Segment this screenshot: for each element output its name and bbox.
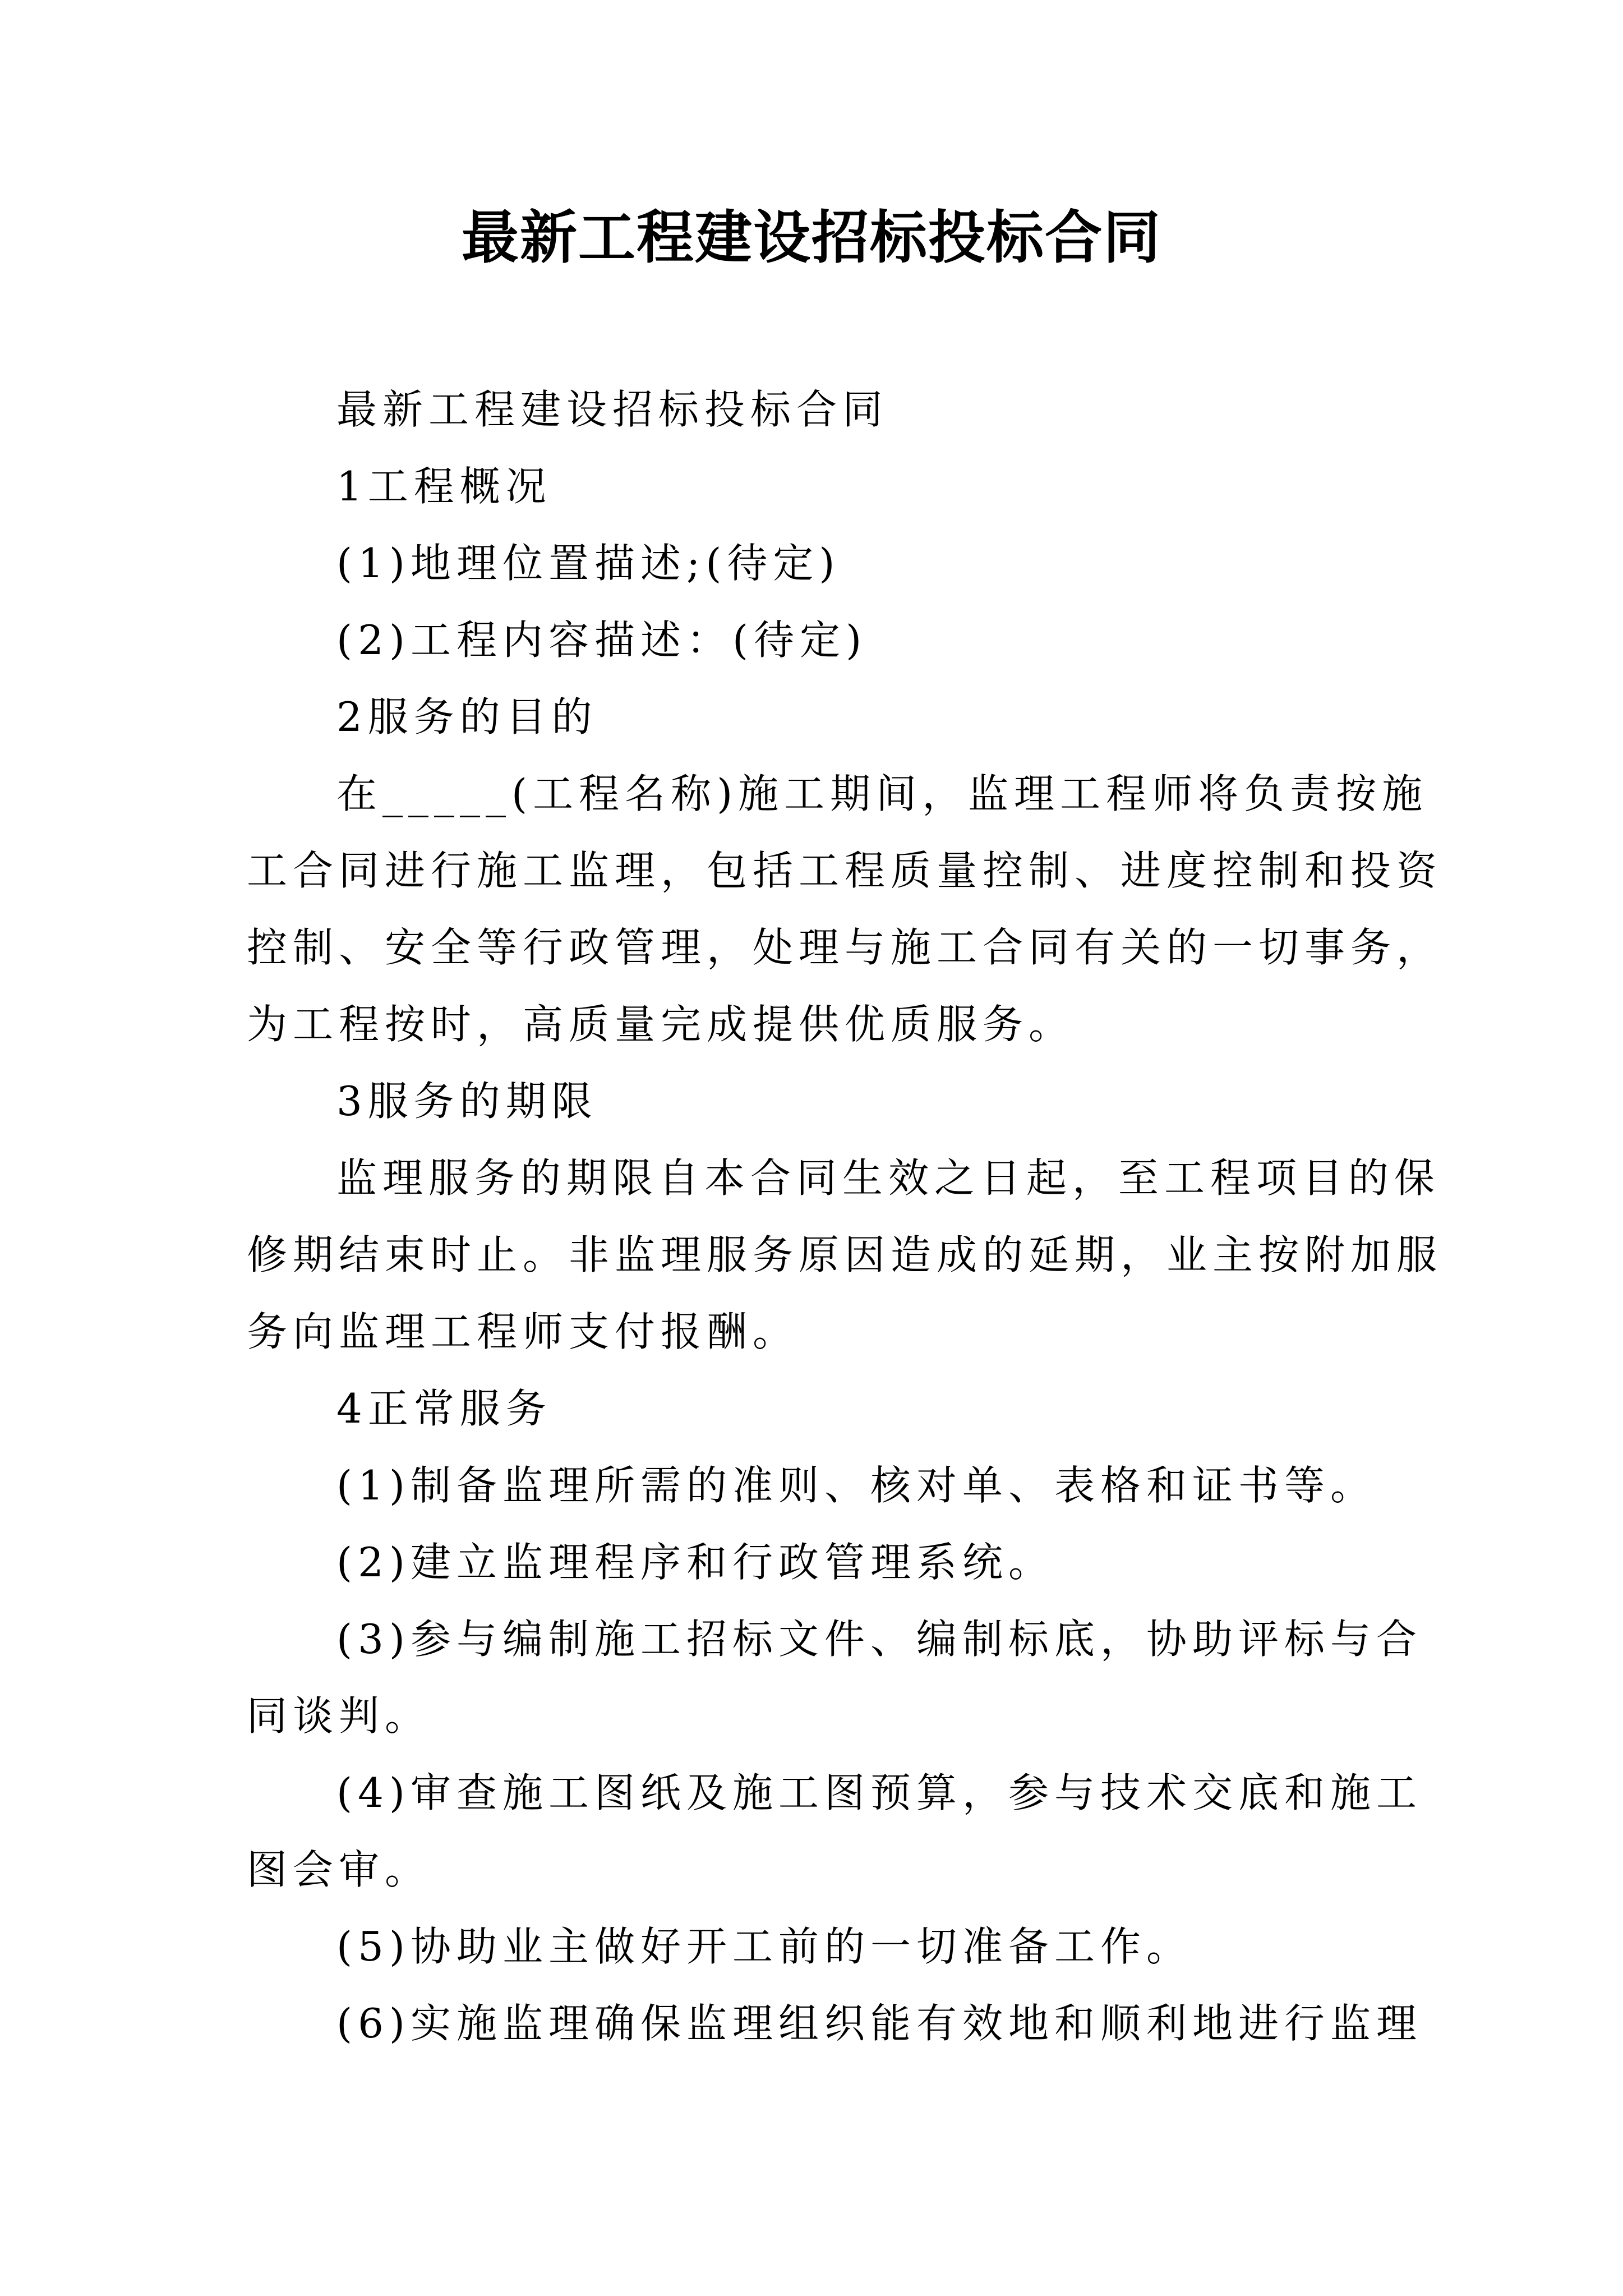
section-4-item-4: (4)审查施工图纸及施工图预算，参与技术交底和施工	[336, 1769, 1422, 1816]
section-2-paragraph-line: 为工程按时，高质量完成提供优质服务。	[247, 1001, 1075, 1048]
section-3-paragraph: 监理服务的期限自本合同生效之日起，至工程项目的保	[336, 1154, 1441, 1202]
section-4-item-2: (2)建立监理程序和行政管理系统。	[336, 1539, 1054, 1586]
section-2-paragraph-line: 控制、安全等行政管理，处理与施工合同有关的一切事务，	[247, 924, 1443, 971]
section-4-item-3-cont: 同谈判。	[247, 1692, 431, 1740]
section-4-item-1: (1)制备监理所需的准则、核对单、表格和证书等。	[336, 1462, 1376, 1509]
doc-heading-repeat: 最新工程建设招标投标合同	[336, 386, 889, 433]
section-3-heading: 3服务的期限	[336, 1078, 598, 1125]
section-3-paragraph-line: 修期结束时止。非监理服务原因造成的延期，业主按附加服	[247, 1231, 1443, 1278]
section-4-item-5: (5)协助业主做好开工前的一切准备工作。	[336, 1923, 1192, 1970]
section-4-item-4-cont: 图会审。	[247, 1846, 431, 1893]
section-1-item-1: (1)地理位置描述;(待定)	[336, 540, 841, 587]
document-title: 最新工程建设招标投标合同	[462, 205, 1161, 272]
section-2-paragraph-line: 工合同进行施工监理，包括工程质量控制、进度控制和投资	[247, 847, 1443, 894]
section-2-paragraph: 在_____(工程名称)施工期间，监理工程师将负责按施	[336, 770, 1428, 817]
section-4-item-3: (3)参与编制施工招标文件、编制标底，协助评标与合	[336, 1616, 1422, 1663]
section-1-heading: 1工程概况	[336, 463, 552, 510]
section-4-item-6: (6)实施监理确保监理组织能有效地和顺利地进行监理	[336, 2000, 1422, 2047]
section-1-item-2: (2)工程内容描述：(待定)	[336, 616, 868, 664]
section-3-paragraph-line: 务向监理工程师支付报酬。	[247, 1308, 799, 1355]
section-2-heading: 2服务的目的	[336, 693, 598, 740]
section-4-heading: 4正常服务	[336, 1385, 552, 1432]
